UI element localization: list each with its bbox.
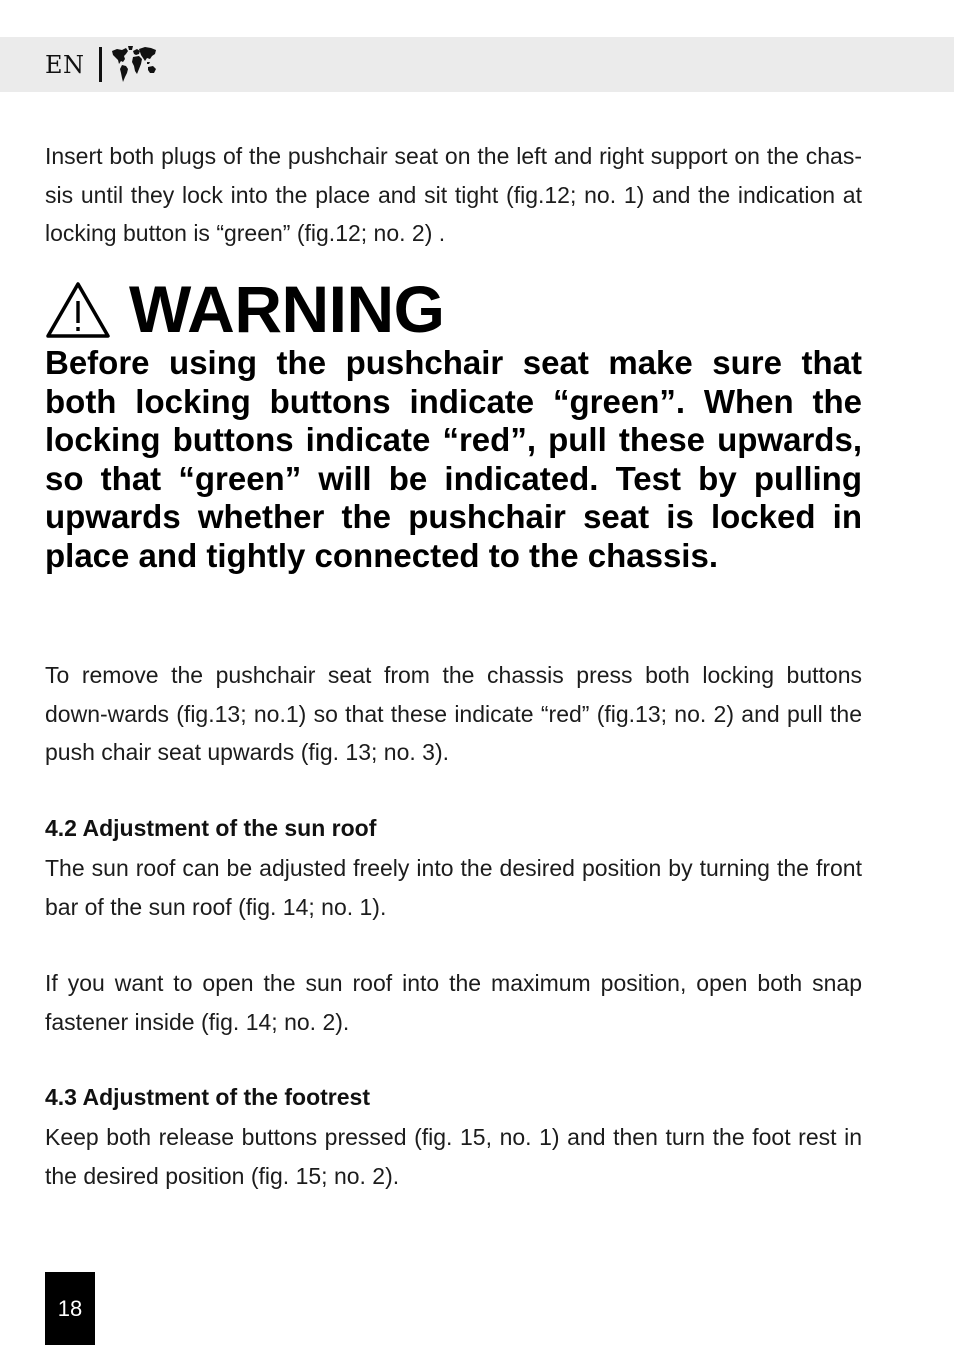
sun-roof-paragraph-1: The sun roof can be adjusted freely into the desired position by turning the front bar of the sun roof (fig. 14; no. 1). bbox=[45, 855, 862, 920]
page-number: 18 bbox=[57, 1296, 83, 1321]
warning-title: WARNING bbox=[129, 272, 445, 346]
section-heading-sun-roof: 4.2 Adjustment of the sun roof bbox=[45, 815, 377, 841]
section-heading-footrest: 4.3 Adjustment of the footrest bbox=[45, 1084, 370, 1110]
page-number-box bbox=[45, 1272, 95, 1345]
sun-roof-paragraph-2: If you want to open the sun roof into the maximum position, open both snap fastener inside (fig. 14; no. 2). bbox=[45, 970, 862, 1035]
warning-triangle-icon bbox=[45, 281, 111, 339]
remove-seat-paragraph: To remove the pushchair seat from the chassis press both locking buttons down-wards (fig.13; no.1) so that these indicate “red” (fig.13; no. 2) and pull the push chair seat upwards (fig. 13; no. 3). bbox=[45, 662, 862, 765]
world-map-icon bbox=[111, 45, 157, 85]
footrest-paragraph: Keep both release buttons pressed (fig. 15, no. 1) and then turn the foot rest in the desired position (fig. 15; no. 2). bbox=[45, 1124, 862, 1189]
intro-paragraph: Insert both plugs of the pushchair seat on the left and right support on the chas-sis until they lock into the place and sit tight (fig.12; no. 1) and the indication at locking button is “green” (fig.12; no. 2) . bbox=[45, 143, 862, 246]
header-divider bbox=[99, 47, 102, 82]
warning-text: Before using the pushchair seat make sure that both locking buttons indicate “green”. When the locking buttons indicate “red”, pull these upwards, so that “green” will be indicated. Test by pulling upwards whether the pushchair seat is locked in place and tightly connected to the chassis. bbox=[45, 344, 862, 574]
language-label: EN bbox=[45, 51, 85, 79]
